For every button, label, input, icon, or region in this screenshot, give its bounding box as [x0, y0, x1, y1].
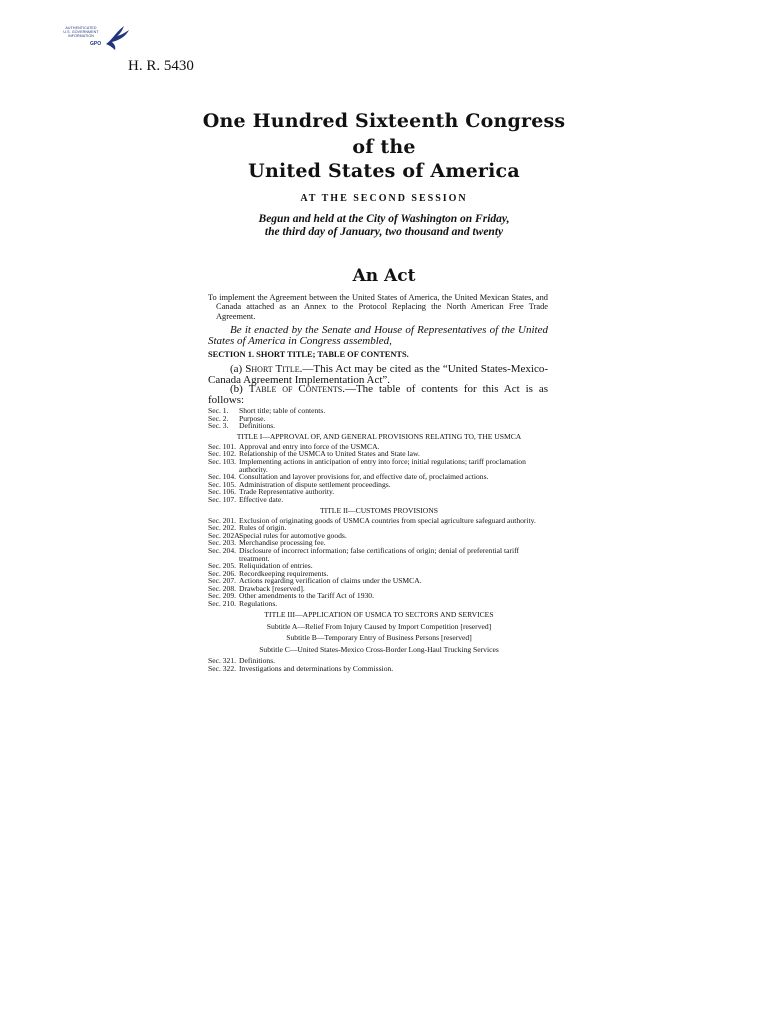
act-purpose — [208, 293, 548, 321]
congress-heading: One Hundred Sixteenth Congress — [202, 110, 566, 132]
toc-sec-number: Sec. 204. — [208, 545, 237, 555]
toc-sec-title: Relationship of the USMCA to United States and State law. — [239, 449, 420, 459]
toc-sec-title: Regulations. — [239, 599, 278, 609]
toc-sec-title: Purpose. — [239, 413, 266, 423]
logo-line: U.S. GOVERNMENT — [63, 30, 99, 35]
toc-subtitle-c: Subtitle C—United States-Mexico Cross-Border Long-Haul Trucking Services — [259, 644, 499, 654]
paragraph-a — [208, 364, 548, 385]
toc-sec-title: Drawback [reserved]. — [239, 583, 305, 593]
toc-sec-number: Sec. 101. — [208, 441, 237, 451]
toc-sec-title: Trade Representative authority. — [239, 487, 335, 497]
toc-sec-number: Sec. 103. — [208, 456, 237, 466]
purpose-text: To implement the Agreement between the United States of America, the United Mexican States, and Canada attached as an Annex to the Protocol Replacing the North American Free Trade Agreement. — [208, 293, 548, 321]
eagle-icon — [102, 22, 132, 52]
toc-sec-title: Implementing actions in anticipation of entry into force; initial regulations; tariff proclamation authority. — [239, 456, 526, 474]
toc-sec-title: Consultation and layover provisions for, and effective date of, proclaimed actions. — [239, 472, 489, 482]
toc-sec-number: Sec. 321. — [208, 656, 237, 666]
toc-sec-title: Merchandise processing fee. — [239, 538, 326, 548]
toc-sec-title: Exclusion of originating goods of USMCA countries from special agriculture safeguard authority. — [239, 515, 536, 525]
begun-line-1: Begun and held at the City of Washington on Friday, — [258, 213, 510, 225]
toc-sec-title: Special rules for automotive goods. — [239, 530, 347, 540]
toc-sec-title: Reliquidation of entries. — [239, 561, 313, 571]
toc-sec-title: Definitions. — [239, 421, 276, 431]
toc-sec-title: Investigations and determinations by Commission. — [239, 664, 394, 674]
para-a-text: .—This Act may be cited as the “United States-Mexico-Canada Agreement Implementation Act”. — [208, 363, 549, 386]
toc-sec-title: Administration of dispute settlement proceedings. — [239, 479, 391, 489]
toc-title-1-heading: TITLE I—APPROVAL OF, AND GENERAL PROVISIONS RELATING TO, THE USMCA — [236, 431, 522, 441]
toc-title-3-heading: TITLE III—APPLICATION OF USMCA TO SECTORS AND SERVICES — [264, 609, 494, 619]
toc-sec-title: Actions regarding verification of claims under the USMCA. — [239, 576, 422, 586]
toc-sec-number: Sec. 107. — [208, 494, 237, 504]
toc-title-2-heading: TITLE II—CUSTOMS PROVISIONS — [320, 505, 438, 515]
toc-row — [208, 496, 550, 504]
paragraph-b — [208, 384, 548, 405]
toc-row — [208, 665, 550, 673]
toc-sec-title: Other amendments to the Tariff Act of 1930. — [239, 591, 374, 601]
toc-sec-number: Sec. 106. — [208, 487, 237, 497]
toc-sec-title: Rules of origin. — [239, 523, 287, 533]
toc-row — [208, 600, 550, 608]
logo-gpo-mark: GPO — [90, 41, 102, 47]
toc-row — [208, 547, 550, 562]
enacting-clause: Be it enacted by the Senate and House of Representatives of the United States of America in Congress assembled, — [208, 324, 548, 347]
toc-sec-number: Sec. 1. — [208, 406, 229, 415]
toc-sec-title: Short title; table of contents. — [239, 406, 326, 415]
toc-sec-number: Sec. 209. — [208, 591, 237, 601]
toc-sec-number: Sec. 208. — [208, 583, 237, 593]
congress-heading-of: of the — [352, 136, 416, 158]
toc-subtitle-b: Subtitle B—Temporary Entry of Business Persons [reserved] — [286, 633, 472, 643]
toc-sec-number: Sec. 104. — [208, 472, 237, 482]
para-b-label: Table of Contents — [248, 383, 343, 395]
logo-line: INFORMATION — [68, 34, 94, 39]
toc-sec-number: Sec. 210. — [208, 599, 237, 609]
para-b-text: .—The table of contents for this Act is as follows: — [208, 383, 549, 406]
toc-sec-number: Sec. 2. — [208, 413, 229, 423]
para-a-label: Short Title — [245, 363, 300, 375]
table-of-contents — [208, 407, 550, 673]
act-title: An Act — [352, 266, 416, 286]
gpo-authentication-logo — [52, 22, 132, 54]
toc-sec-number: Sec. 105. — [208, 479, 237, 489]
toc-sec-title: Disclosure of incorrect information; false certifications of origin; denial of preferential tariff treatment. — [239, 545, 520, 563]
para-a-prefix: (a) — [230, 363, 246, 375]
toc-sec-number: Sec. 206. — [208, 568, 237, 578]
bill-number: H. R. 5430 — [128, 58, 194, 74]
toc-sec-number: Sec. 202A. — [208, 530, 242, 540]
toc-sec-title: Definitions. — [239, 656, 276, 666]
toc-row — [208, 458, 550, 473]
toc-row — [208, 422, 550, 430]
toc-subtitle-a: Subtitle A—Relief From Injury Caused by Import Competition [reserved] — [266, 621, 492, 631]
toc-sec-title: Recordkeeping requirements. — [239, 568, 329, 578]
toc-sec-number: Sec. 202. — [208, 523, 237, 533]
toc-sec-number: Sec. 205. — [208, 561, 237, 571]
toc-sec-number: Sec. 201. — [208, 515, 237, 525]
logo-line: AUTHENTICATED — [65, 26, 97, 30]
para-b-prefix: (b) — [230, 383, 249, 395]
toc-sec-title: Approval and entry into force of the USMCA. — [239, 441, 380, 451]
toc-sec-number: Sec. 207. — [208, 576, 237, 586]
section-1-heading: SECTION 1. SHORT TITLE; TABLE OF CONTENTS. — [208, 350, 409, 359]
session-line: AT THE SECOND SESSION — [300, 193, 468, 204]
begun-line-2: the third day of January, two thousand and twenty — [264, 226, 504, 238]
toc-sec-number: Sec. 3. — [208, 421, 229, 431]
toc-sec-title: Effective date. — [239, 494, 284, 504]
toc-sec-number: Sec. 102. — [208, 449, 237, 459]
congress-heading-country: United States of America — [248, 160, 520, 182]
toc-sec-number: Sec. 203. — [208, 538, 237, 548]
toc-sec-number: Sec. 322. — [208, 664, 237, 674]
